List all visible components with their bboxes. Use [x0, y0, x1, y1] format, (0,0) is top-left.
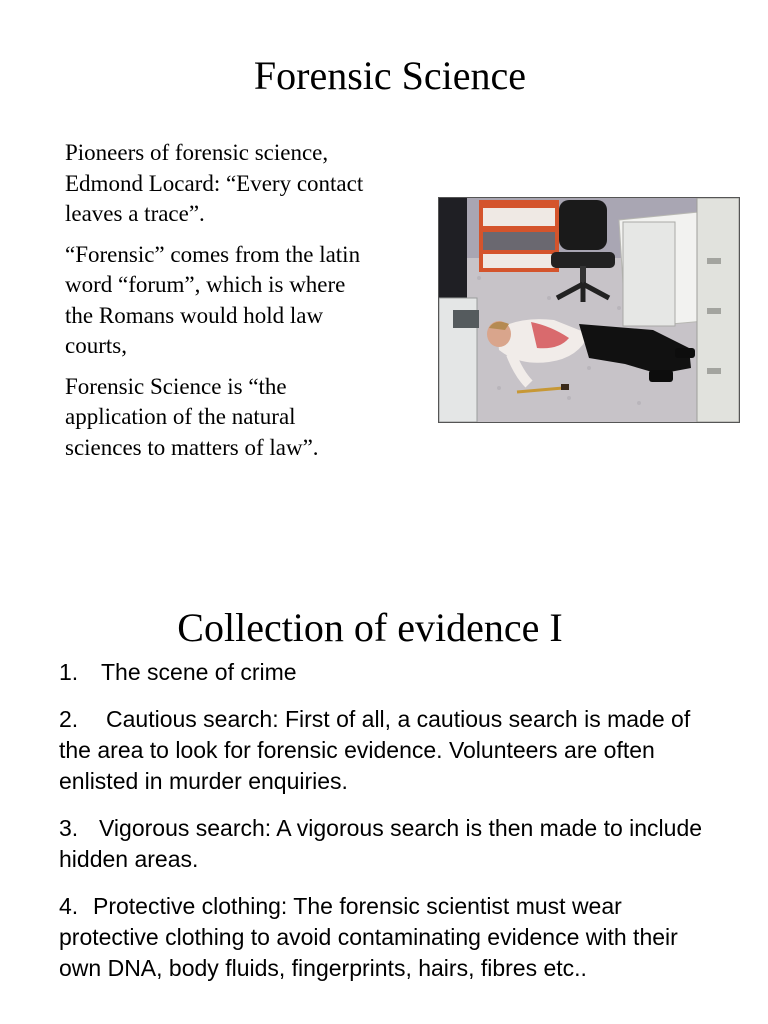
list-item-text: Protective clothing: The forensic scientist must wear protective clothing to avoid contaminating evidence with their own DNA, body fluids, fingerprints, hairs, fibres etc.. [59, 893, 678, 981]
list-item-text: Cautious search: First of all, a cautious search is made of the area to look for forensic evidence. Volunteers are often enlisted in murder enquiries. [59, 706, 691, 794]
list-item-text: Vigorous search: A vigorous search is then made to include hidden areas. [59, 815, 703, 872]
list-item [59, 704, 709, 797]
slide-title-2: Collection of evidence I [177, 605, 563, 650]
list-number: 1. [59, 659, 79, 685]
list-number: 3. [59, 815, 79, 841]
list-item [59, 813, 709, 875]
forum-paragraph: “Forensic” comes from the latin word “forum”, which is where the Romans would hold law courts, [65, 241, 361, 358]
evidence-list [59, 657, 709, 1000]
intro-text [65, 138, 365, 473]
list-number: 2. [59, 706, 79, 732]
definition-paragraph: Forensic Science is “the application of the natural sciences to matters of law”. [65, 373, 319, 460]
list-item [59, 891, 709, 984]
list-item-text: The scene of crime [101, 659, 297, 685]
list-number: 4. [59, 893, 79, 919]
locard-paragraph: Pioneers of forensic science, Edmond Locard: “Every contact leaves a trace”. [65, 140, 364, 226]
crime-scene-photo [438, 197, 740, 423]
crime-scene-illustration [439, 198, 739, 422]
slide-title: Forensic Science [253, 53, 527, 98]
list-item [59, 657, 709, 688]
